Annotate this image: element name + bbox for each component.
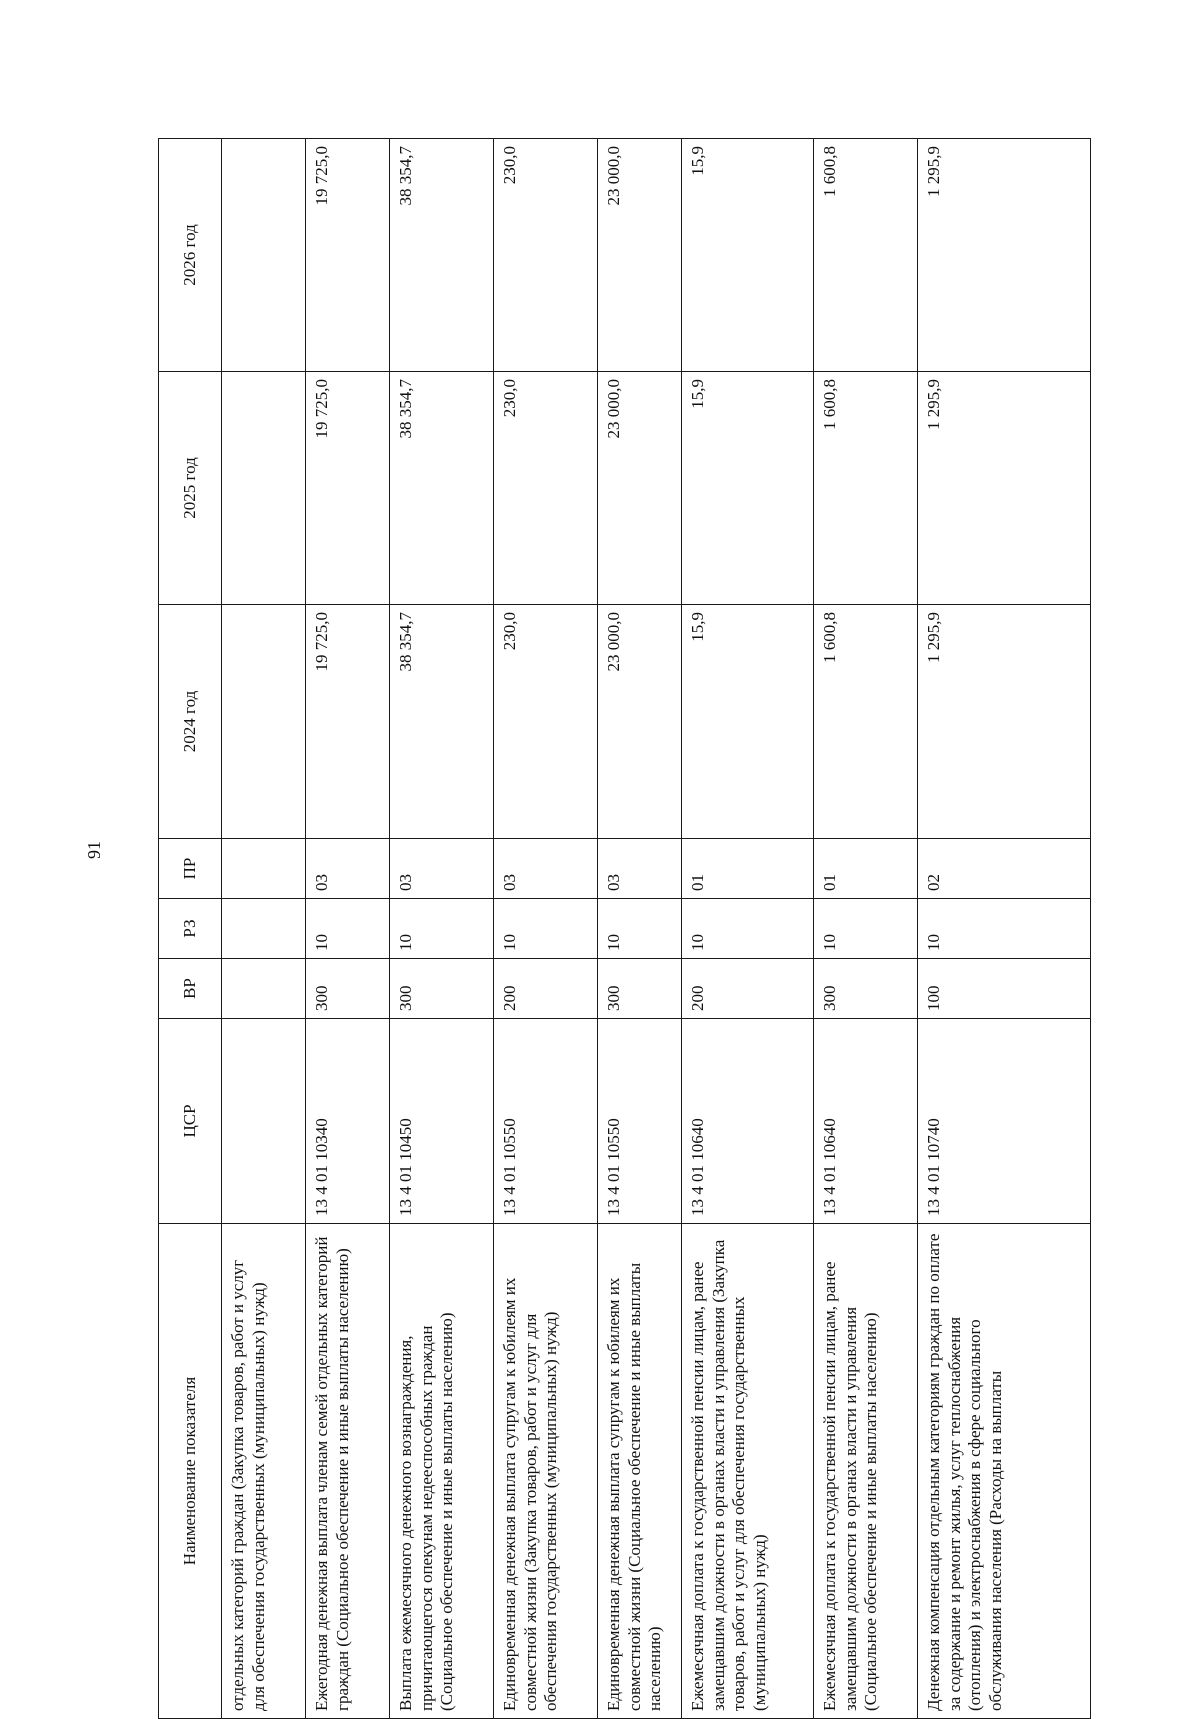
- cell-pr: 03: [390, 839, 494, 899]
- page-number: 91: [84, 841, 104, 859]
- table-row: [306, 139, 390, 1719]
- cell-rz: 10: [814, 899, 918, 959]
- header-name: Наименование показателя: [159, 1224, 222, 1719]
- cell-2025: 15,9: [682, 372, 814, 605]
- cell-name: Ежемесячная доплата к государственной пенсии лицам, ранее замещавшим должности в органах власти и управления (Закупка товаров, работ и услуг для обеспечения государственных (муниципальных) нужд): [682, 1224, 814, 1719]
- cell-vr: 300: [390, 959, 494, 1019]
- cell-pr: 02: [918, 839, 1091, 899]
- cell-2026: 230,0: [494, 139, 598, 372]
- cell-2025: 23 000,0: [598, 372, 682, 605]
- cell-2024: 38 354,7: [390, 605, 494, 839]
- cell-vr: 200: [494, 959, 598, 1019]
- budget-table: [158, 138, 1091, 1719]
- cell-pr: 03: [598, 839, 682, 899]
- cell-2025: 1 600,8: [814, 372, 918, 605]
- cell-2025: 230,0: [494, 372, 598, 605]
- cell-name: Выплата ежемесячного денежного вознаграждения, причитающегося опекунам недееспособных граждан (Социальное обеспечение и иные выплаты населению): [390, 1224, 494, 1719]
- cell-2026: [222, 139, 306, 372]
- header-2024: 2024 год: [159, 605, 222, 839]
- cell-pr: [222, 839, 306, 899]
- cell-name: Ежемесячная доплата к государственной пенсии лицам, ранее замещавшим должности в органах власти и управления (Социальное обеспечение и иные выплаты населению): [814, 1224, 918, 1719]
- cell-vr: 300: [814, 959, 918, 1019]
- cell-2024: 19 725,0: [306, 605, 390, 839]
- cell-2026: 23 000,0: [598, 139, 682, 372]
- cell-csr: 13 4 01 10550: [598, 1019, 682, 1224]
- cell-name: Единовременная денежная выплата супругам к юбилеям их совместной жизни (Социальное обеспечение и иные выплаты населению): [598, 1224, 682, 1719]
- cell-2024: 1 295,9: [918, 605, 1091, 839]
- rotated-page-content: [158, 139, 1090, 1719]
- cell-2026: 38 354,7: [390, 139, 494, 372]
- cell-pr: 03: [306, 839, 390, 899]
- cell-2024: [222, 605, 306, 839]
- cell-2026: 15,9: [682, 139, 814, 372]
- cell-vr: 300: [598, 959, 682, 1019]
- cell-rz: 10: [598, 899, 682, 959]
- cell-csr: [222, 1019, 306, 1224]
- cell-csr: 13 4 01 10640: [814, 1019, 918, 1224]
- cell-2025: 38 354,7: [390, 372, 494, 605]
- cell-csr: 13 4 01 10450: [390, 1019, 494, 1224]
- table-row: [814, 139, 918, 1719]
- table-row: [494, 139, 598, 1719]
- header-vr: ВР: [159, 959, 222, 1019]
- cell-rz: 10: [494, 899, 598, 959]
- table-row: [918, 139, 1091, 1719]
- cell-vr: 200: [682, 959, 814, 1019]
- cell-rz: 10: [390, 899, 494, 959]
- cell-2024: 1 600,8: [814, 605, 918, 839]
- cell-2024: 23 000,0: [598, 605, 682, 839]
- cell-rz: 10: [682, 899, 814, 959]
- header-2026: 2026 год: [159, 139, 222, 372]
- cell-rz: 10: [306, 899, 390, 959]
- cell-pr: 01: [682, 839, 814, 899]
- cell-2025: 19 725,0: [306, 372, 390, 605]
- cell-2025: 1 295,9: [918, 372, 1091, 605]
- cell-rz: [222, 899, 306, 959]
- cell-vr: [222, 959, 306, 1019]
- header-rz: РЗ: [159, 899, 222, 959]
- header-csr: ЦСР: [159, 1019, 222, 1224]
- cell-vr: 100: [918, 959, 1091, 1019]
- cell-name: Ежегодная денежная выплата членам семей отдельных категорий граждан (Социальное обеспечение и иные выплаты населению): [306, 1224, 390, 1719]
- cell-pr: 01: [814, 839, 918, 899]
- header-pr: ПР: [159, 839, 222, 899]
- cell-pr: 03: [494, 839, 598, 899]
- cell-name: отдельных категорий граждан (Закупка товаров, работ и услуг для обеспечения государственных (муниципальных) нужд): [222, 1224, 306, 1719]
- cell-2024: 15,9: [682, 605, 814, 839]
- cell-rz: 10: [918, 899, 1091, 959]
- table-header-row: [159, 139, 222, 1719]
- cell-name: Единовременная денежная выплата супругам к юбилеям их совместной жизни (Закупка товаров, работ и услуг для обеспечения государственных (муниципальных) нужд): [494, 1224, 598, 1719]
- cell-csr: 13 4 01 10640: [682, 1019, 814, 1224]
- cell-vr: 300: [306, 959, 390, 1019]
- cell-csr: 13 4 01 10340: [306, 1019, 390, 1224]
- table-row: [682, 139, 814, 1719]
- table-row: [390, 139, 494, 1719]
- cell-2026: 1 600,8: [814, 139, 918, 372]
- table-row: [598, 139, 682, 1719]
- cell-csr: 13 4 01 10550: [494, 1019, 598, 1224]
- cell-2025: [222, 372, 306, 605]
- cell-name: Денежная компенсация отдельным категориям граждан по оплате за содержание и ремонт жилья, услуг теплоснабжения (отопления) и электроснабжения в сфере социального обслуживания населения (Расходы на выплаты: [918, 1224, 1091, 1719]
- header-2025: 2025 год: [159, 372, 222, 605]
- table-row: [222, 139, 306, 1719]
- cell-2024: 230,0: [494, 605, 598, 839]
- cell-csr: 13 4 01 10740: [918, 1019, 1091, 1224]
- cell-2026: 1 295,9: [918, 139, 1091, 372]
- cell-2026: 19 725,0: [306, 139, 390, 372]
